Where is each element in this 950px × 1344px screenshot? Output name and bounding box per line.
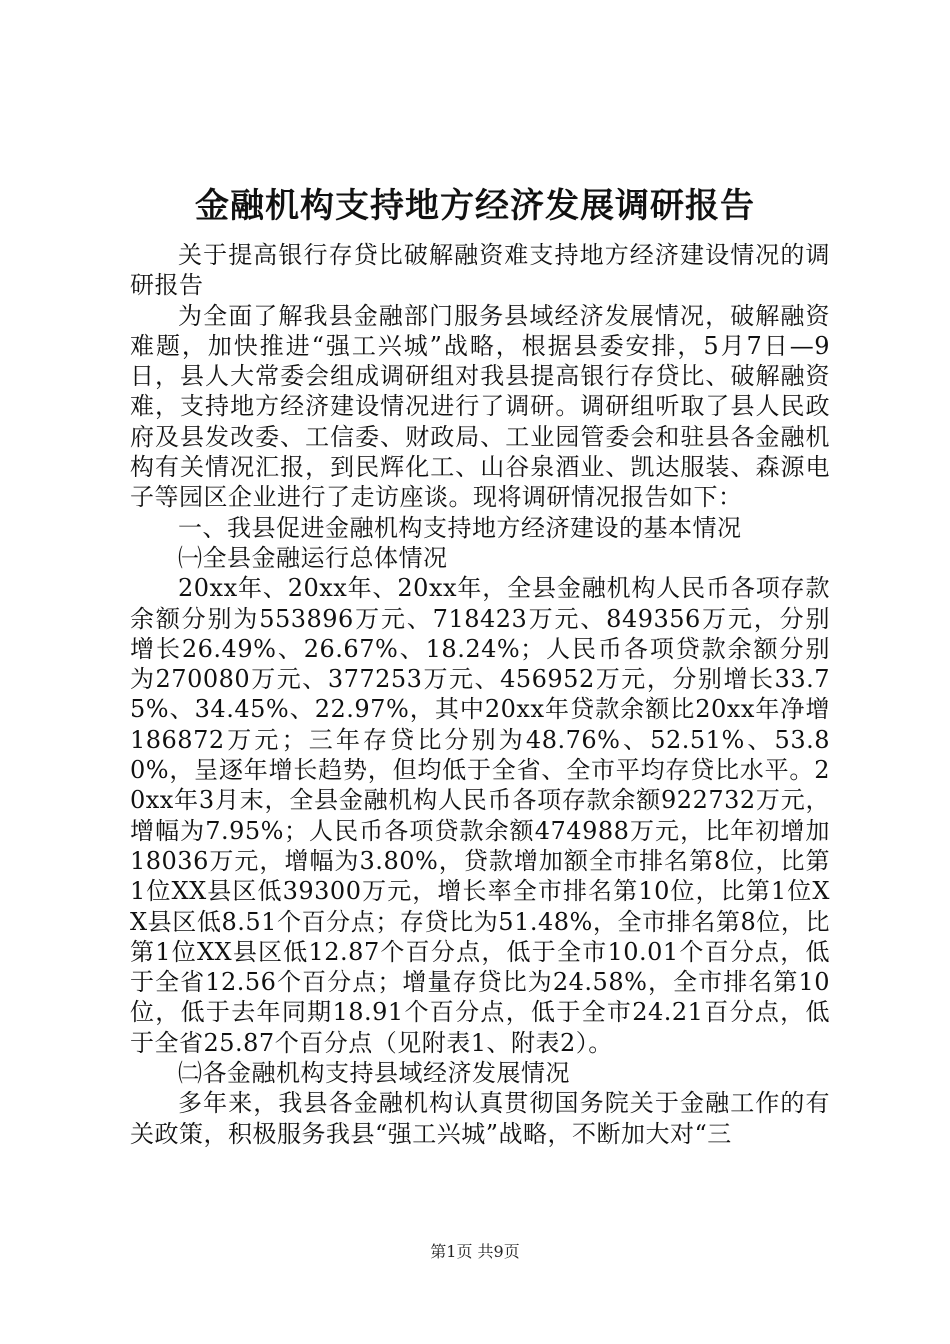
intro-paragraph: 为全面了解我县金融部门服务县域经济发展情况，破解融资难题，加快推进“强工兴城”战略，根据县委安排，5月7日—9日，县人大常委会组成调研组对我县提高银行存贷比、破解融资难，支持地方经济建设情况进行了调研。调研组听取了县人民政府及县发改委、工信委、财政局、工业园管委会和驻县各金融机构有关情况汇报，到民辉化工、山谷泉酒业、凯达服装、森源电子等园区企业进行了走访座谈。现将调研情况报告如下： [130, 301, 830, 512]
policy-paragraph: 多年来，我县各金融机构认真贯彻国务院关于金融工作的有关政策，积极服务我县“强工兴城”战略，不断加大对“三 [130, 1089, 830, 1148]
statistics-paragraph: 20xx年、20xx年、20xx年，全县金融机构人民币各项存款余额分别为553896万元、718423万元、849356万元，分别增长26.49%、26.67%、18.24%；人民币各项贷款余额分别为270080万元、377253万元、456952万元，分别增长33.75%、34.45%、22.97%，其中20xx年贷款余额比20xx年净增186872万元；三年存贷比分别为48.76%、52.51%、53.80%，呈逐年增长趋势，但均低于全省、全市平均存贷比水平。20xx年3月末，全县金融机构人民币各项存款余额922732万元，增幅为7.95%；人民币各项贷款余额474988万元，比年初增加18036万元，增幅为3.80%，贷款增加额全市排名第8位，比第1位XX县区低39300万元，增长率全市排名第10位，比第1位XX县区低8.51个百分点；存贷比为51.48%，全市排名第8位，比第1位XX县区低12.87个百分点，低于全市10.01个百分点，低于全省12.56个百分点；增量存贷比为24.58%，全市排名第10位，低于去年同期18.91个百分点，低于全市24.21百分点，低于全省25.87个百分点（见附表1、附表2）。 [130, 574, 830, 1057]
page-number-footer: 第1页 共9页 [430, 1242, 520, 1261]
subsection-heading-2: ㈡各金融机构支持县域经济发展情况 [178, 1059, 570, 1088]
section-heading-1: 一、我县促进金融机构支持地方经济建设的基本情况 [178, 513, 742, 542]
report-subtitle-paragraph: 关于提高银行存贷比破解融资难支持地方经济建设情况的调研报告 [130, 241, 830, 300]
subsection-heading-1: ㈠全县金融运行总体情况 [178, 543, 448, 572]
document-title: 金融机构支持地方经济发展调研报告 [195, 186, 755, 226]
document-body [130, 240, 830, 1149]
